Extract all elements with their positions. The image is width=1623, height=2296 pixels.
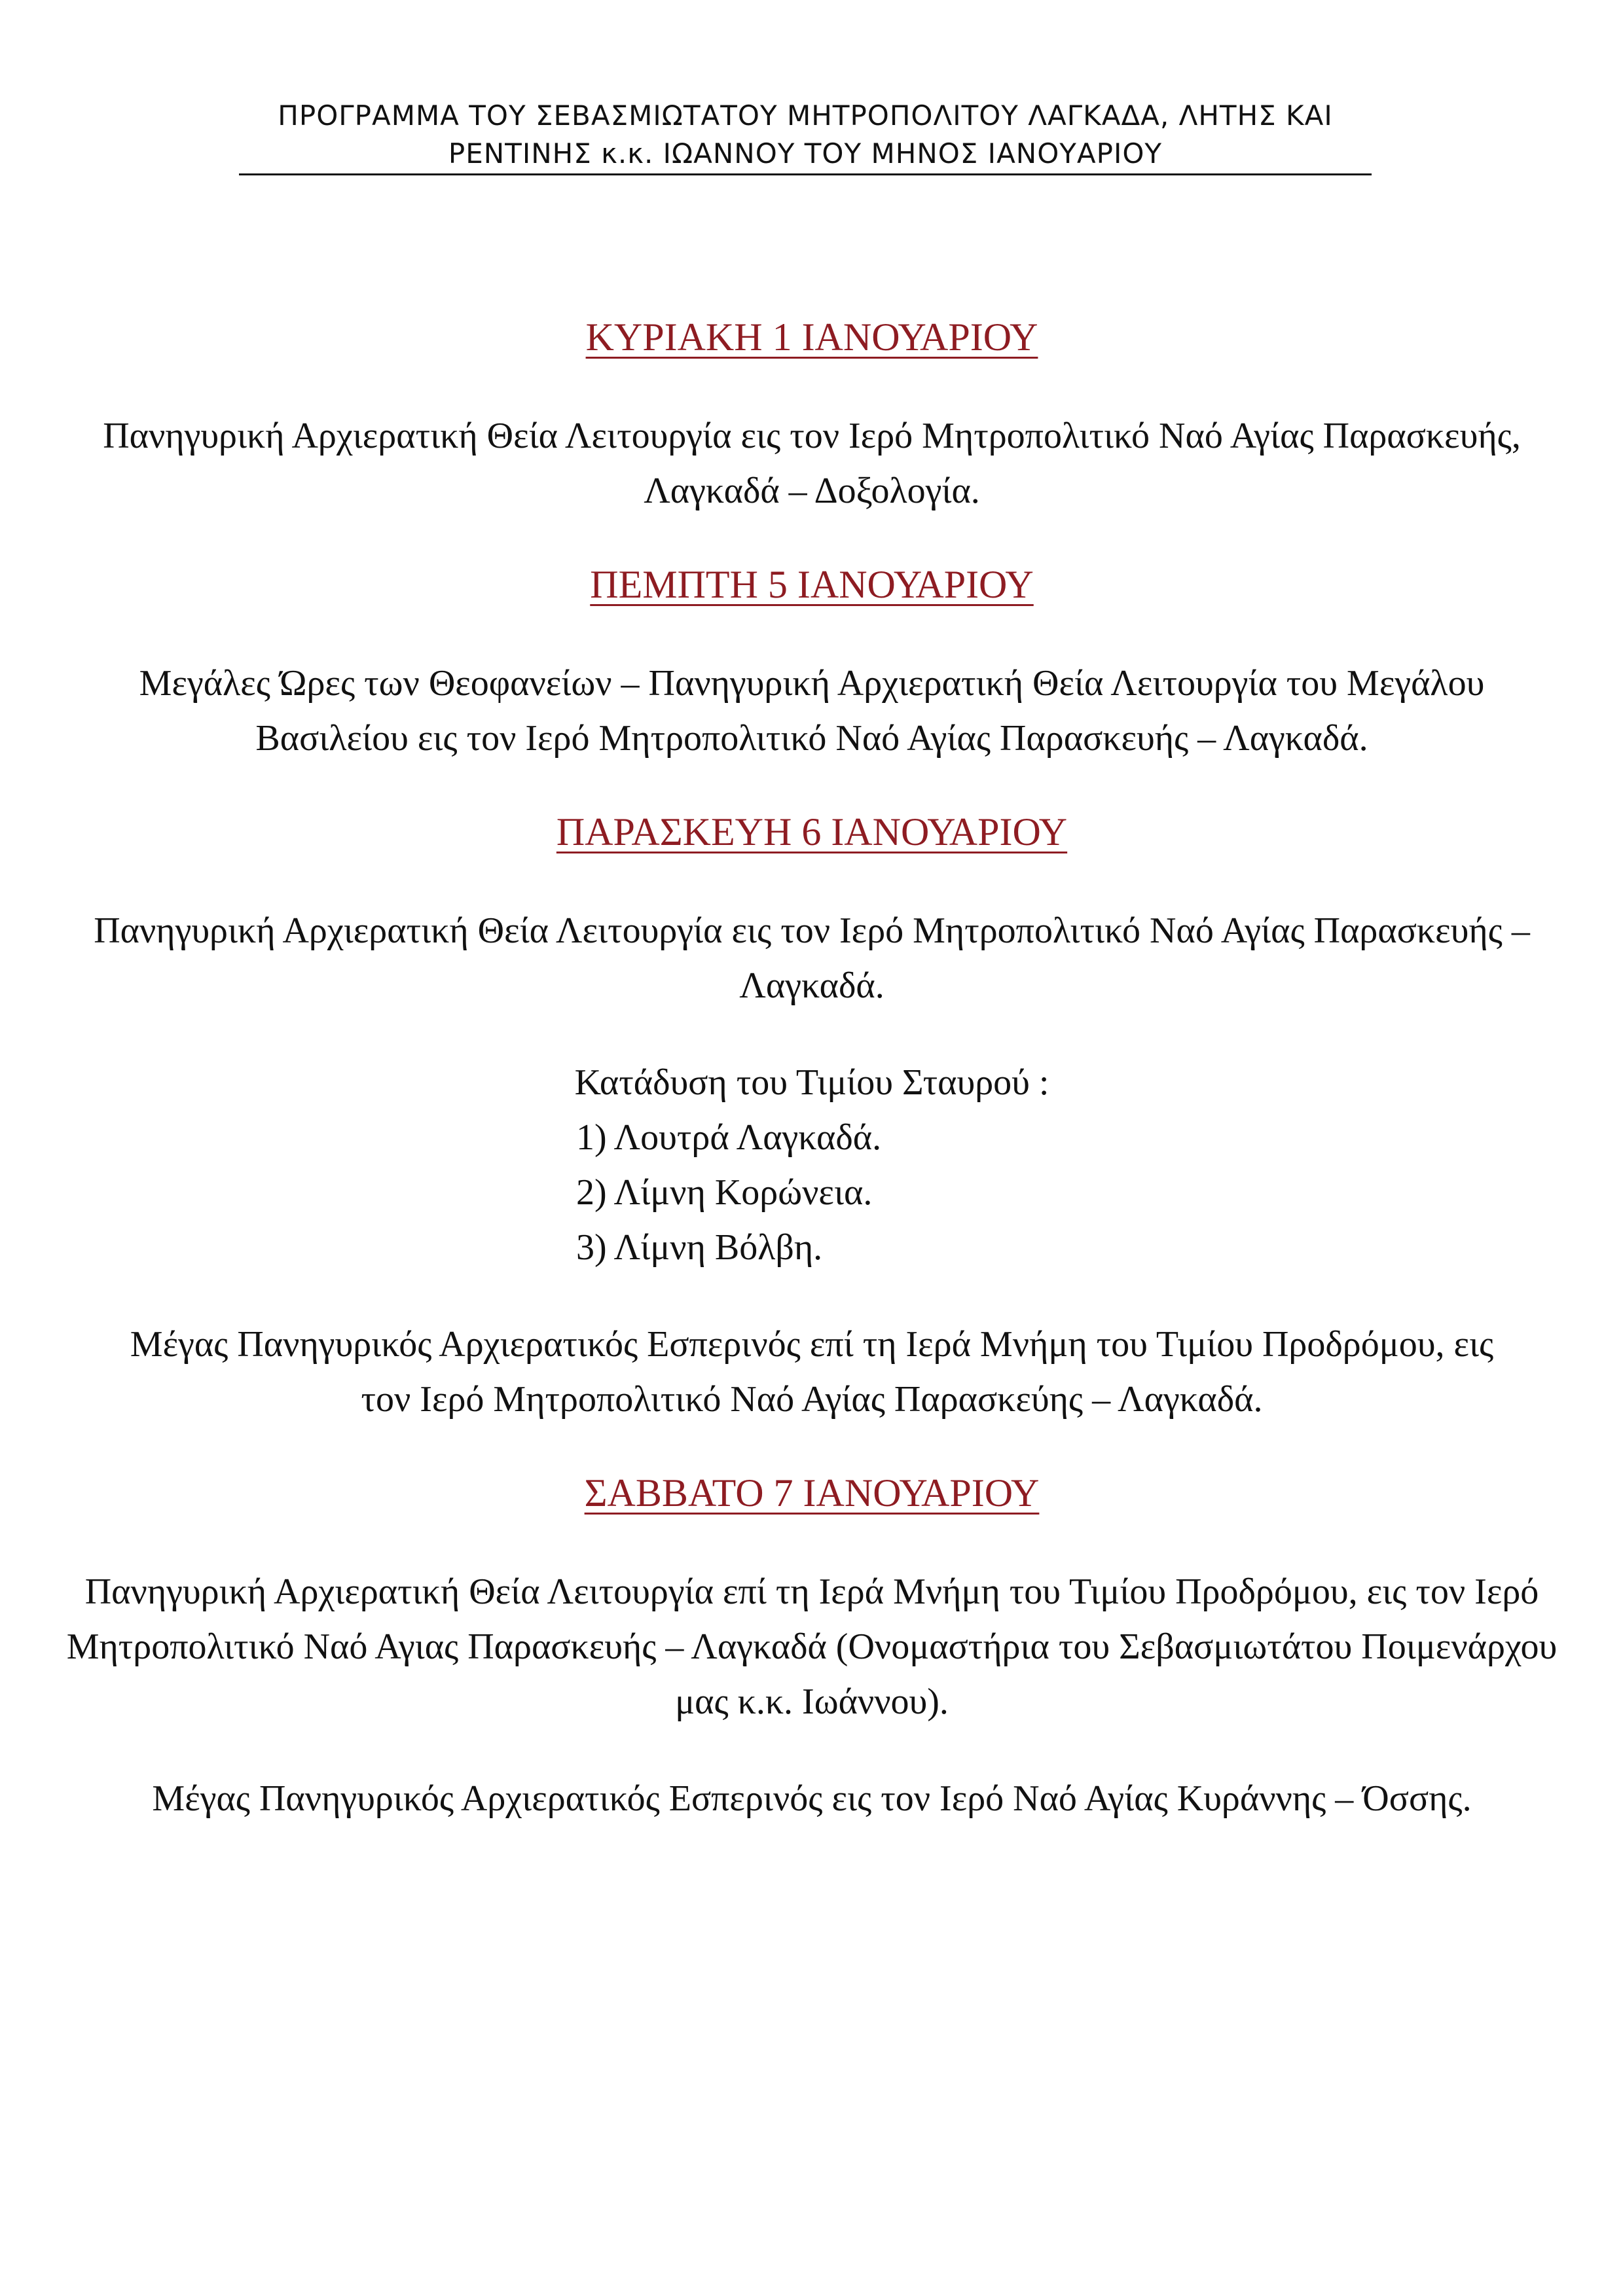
- event-paragraph: Πανηγυρική Αρχιερατική Θεία Λειτουργία εις τον Ιερό Μητροπολιτικό Ναό Αγίας Παρασκευής – Λαγκαδά.: [94, 910, 1530, 1006]
- schedule-content: [59, 313, 1565, 1868]
- list-item: 3) Λίμνη Βόλβη.: [576, 1227, 823, 1268]
- list-item: 1) Λουτρά Λαγκαδά.: [576, 1117, 882, 1158]
- event-paragraph: Μέγας Πανηγυρικός Αρχιερατικός Εσπερινός επί τη Ιερά Μνήμη του Τιμίου Προδρόμου, εις τον Ιερό Μητροπολιτικό Ναό Αγίας Παρασκεύης – Λαγκαδά.: [130, 1324, 1494, 1420]
- header-line-1: ΠΡΟΓΡΑΜΜΑ ΤΟΥ ΣΕΒΑΣΜΙΩΤΑΤΟΥ ΜΗΤΡΟΠΟΛΙΤΟΥ ΛΑΓΚΑΔΑ, ΛΗΤΗΣ ΚΑΙ: [278, 99, 1333, 132]
- list-item: 2) Λίμνη Κορώνεια.: [576, 1172, 873, 1213]
- day-heading: ΚΥΡΙΑΚΗ 1 ΙΑΝΟΥΑΡΙΟΥ: [585, 315, 1038, 359]
- day-section-saturday-7: [59, 1469, 1565, 1826]
- day-heading: ΠΑΡΑΣΚΕΥΗ 6 ΙΑΝΟΥΑΡΙΟΥ: [556, 810, 1068, 853]
- event-paragraph: Πανηγυρική Αρχιερατική Θεία Λειτουργία επί τη Ιερά Μνήμη του Τιμίου Προδρόμου, εις τον Ιερό Μητροπολιτικό Ναό Αγιας Παρασκευής – Λαγκαδά (Ονομαστήρια του Σεβασμιωτάτου Ποιμενάρχου μας κ.κ. Ιωάννου).: [66, 1571, 1558, 1722]
- event-paragraph: Πανηγυρική Αρχιερατική Θεία Λειτουργία εις τον Ιερό Μητροπολιτικό Ναό Αγίας Παρασκευής, Λαγκαδά – Δοξολογία.: [103, 416, 1521, 511]
- location-list: [576, 1110, 969, 1275]
- list-title: Κατάδυση του Τιμίου Σταυρού :: [574, 1062, 1049, 1103]
- day-section-friday-6: [59, 808, 1565, 1427]
- day-section-thursday-5: [59, 560, 1565, 766]
- day-heading: ΠΕΜΠΤΗ 5 ΙΑΝΟΥΑΡΙΟΥ: [590, 563, 1034, 606]
- day-heading: ΣΑΒΒΑΤΟ 7 ΙΑΝΟΥΑΡΙΟΥ: [584, 1471, 1040, 1515]
- page-header: [239, 97, 1372, 173]
- event-paragraph: Μέγας Πανηγυρικός Αρχιερατικός Εσπερινός εις τον Ιερό Ναό Αγίας Κυράννης – Όσσης.: [152, 1778, 1472, 1819]
- event-paragraph: Μεγάλες Ώρες των Θεοφανείων – Πανηγυρική Αρχιερατική Θεία Λειτουργία του Μεγάλου Βασιλείου εις τον Ιερό Μητροπολιτικό Ναό Αγίας Παρασκευής – Λαγκαδά.: [139, 663, 1485, 759]
- header-rule: [239, 173, 1372, 175]
- day-section-sunday-1: [59, 313, 1565, 518]
- header-line-2: ΡΕΝΤΙΝΗΣ κ.κ. ΙΩΑΝΝΟΥ ΤΟΥ ΜΗΝΟΣ ΙΑΝΟΥΑΡΙΟΥ: [448, 137, 1163, 170]
- blessing-of-waters-block: [59, 1055, 1565, 1275]
